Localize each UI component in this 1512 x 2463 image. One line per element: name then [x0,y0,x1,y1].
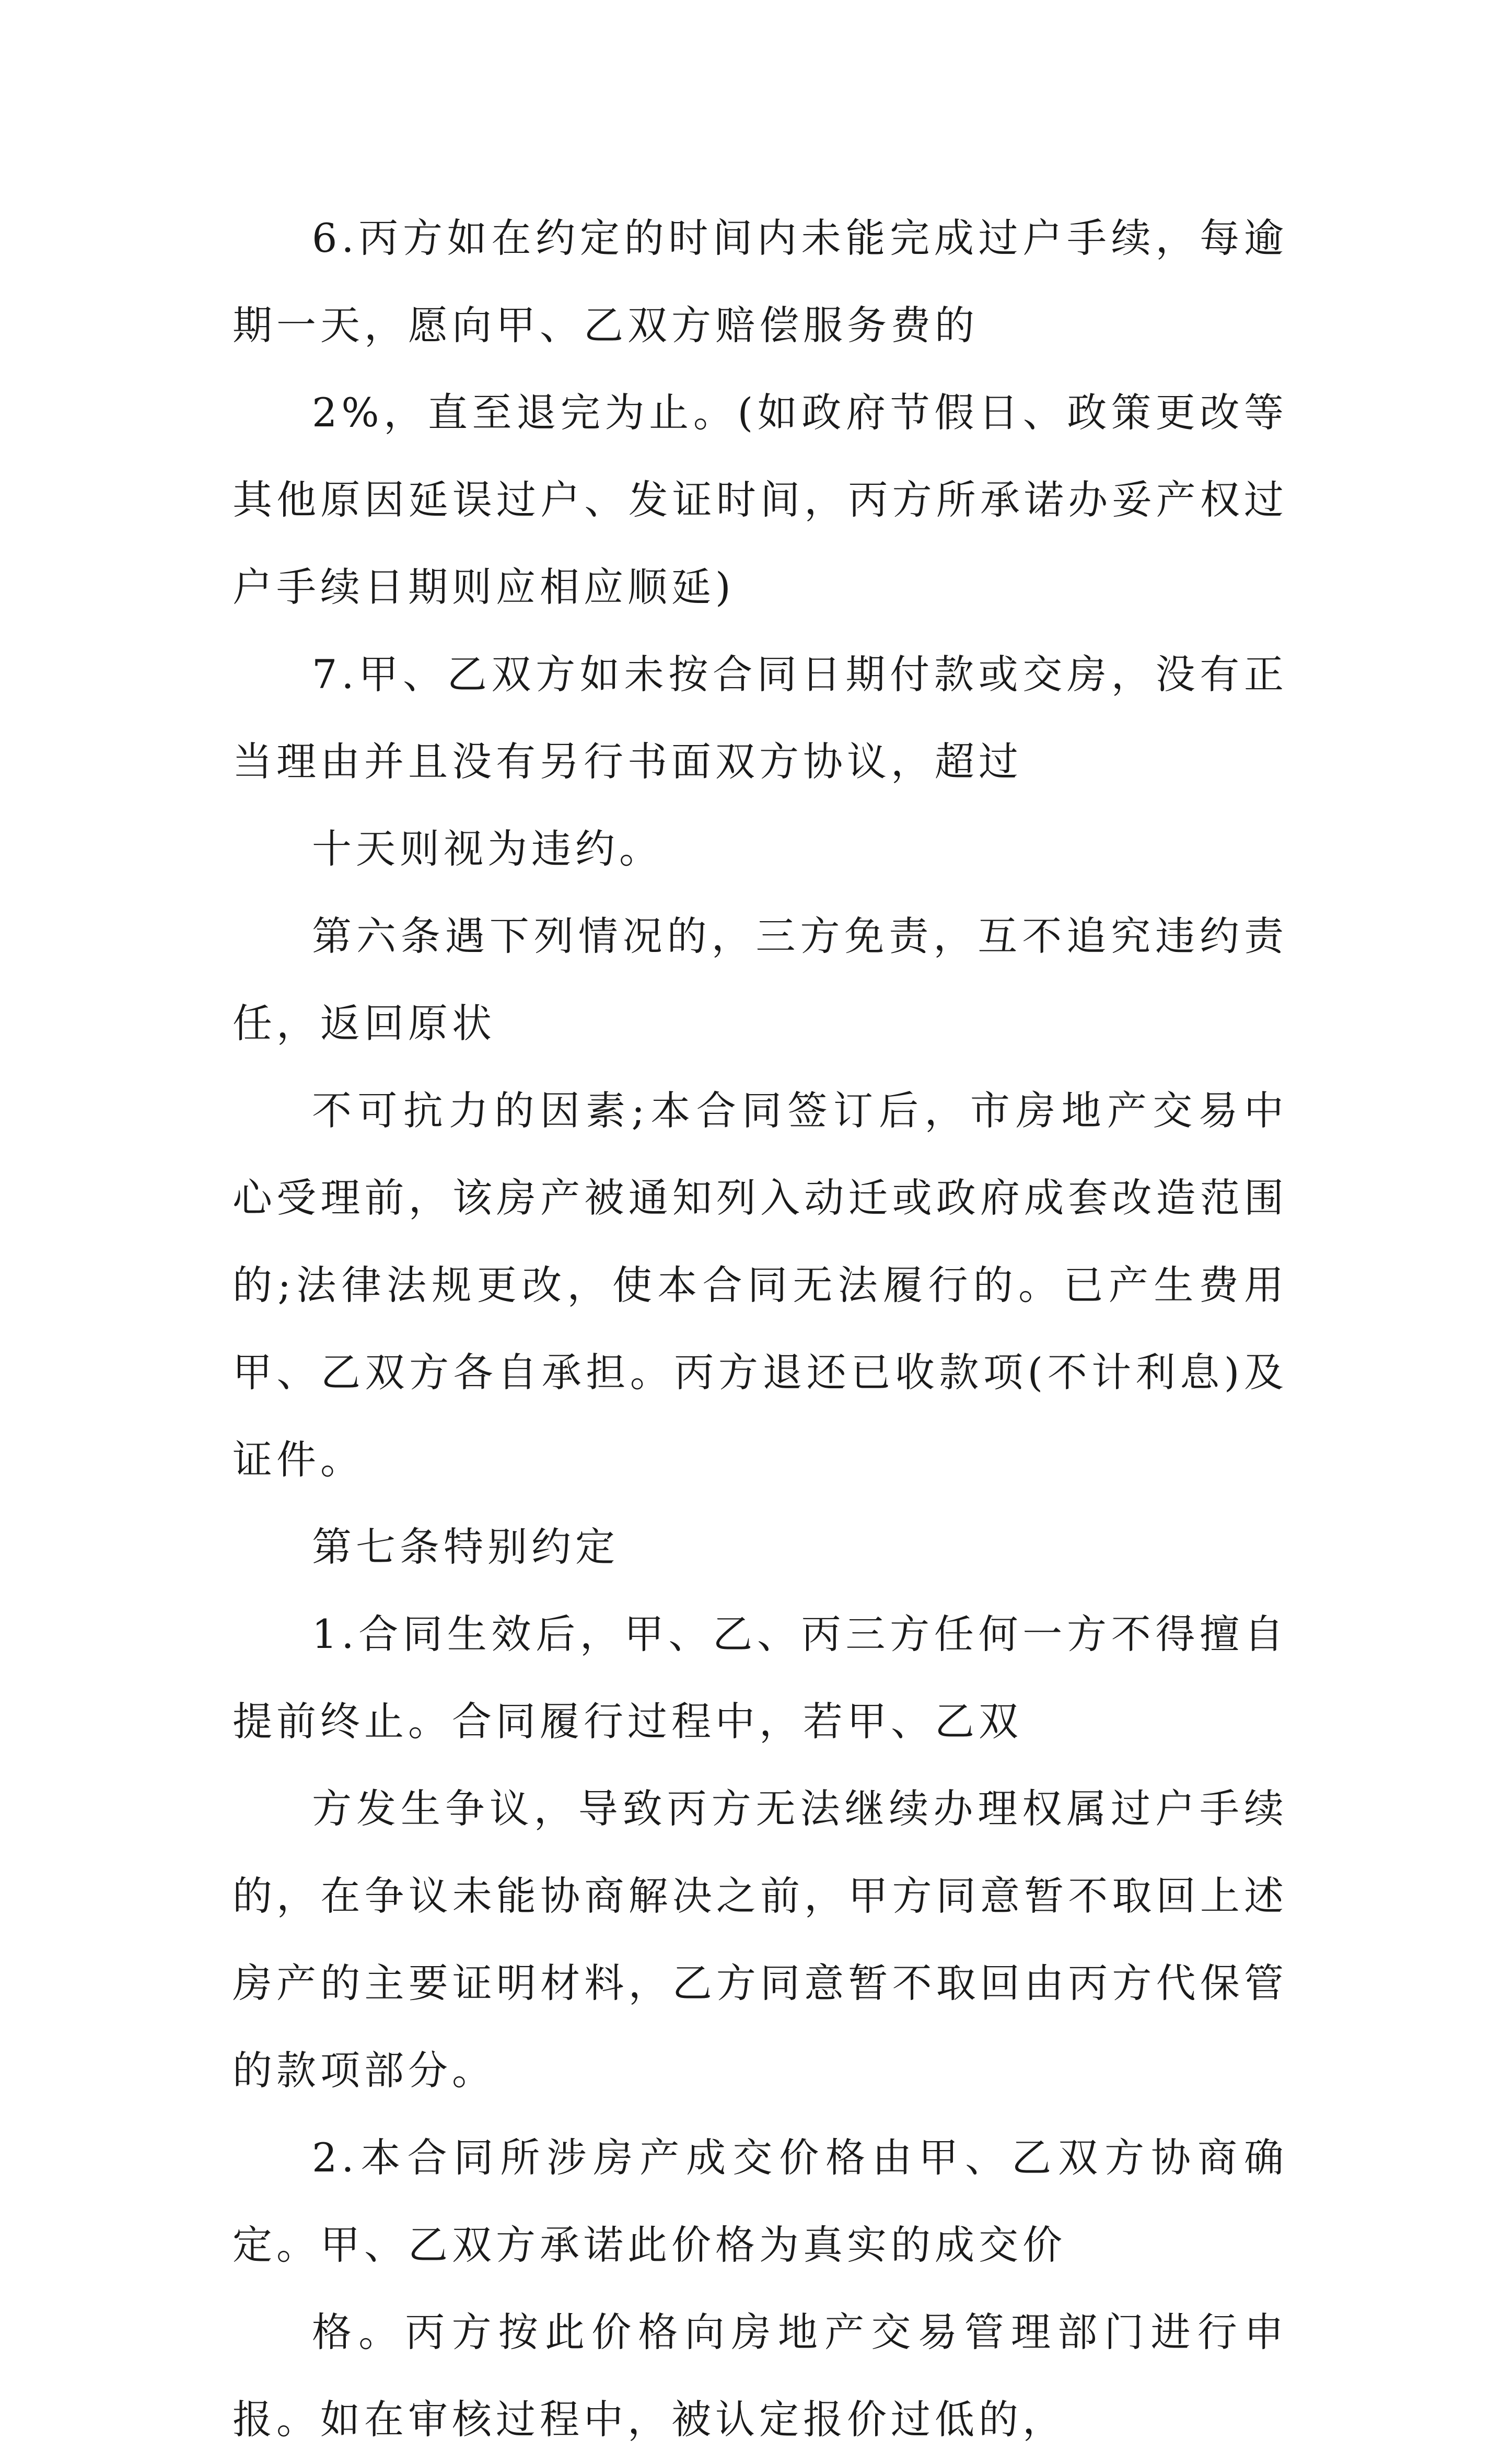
paragraph-article-6-heading: 第六条遇下列情况的，三方免责，互不追究违约责任，返回原状 [232,913,1288,1047]
paragraph-special-2: 2.本合同所涉房产成交价格由甲、乙双方协商确定。甲、乙双方承诺此价格为真实的成交价 [232,2134,1288,2268]
paragraph-clause-7-continued: 十天则视为违约。 [312,826,663,872]
paragraph-special-1: 1.合同生效后，甲、乙、丙三方任何一方不得擅自提前终止。合同履行过程中，若甲、乙双 [232,1611,1288,1745]
paragraph-special-1-continued: 方发生争议，导致丙方无法继续办理权属过户手续的，在争议未能协商解决之前，甲方同意暂不取回上述房产的主要证明材料，乙方同意暂不取回由丙方代保管的款项部分。 [232,1785,1288,2094]
paragraph-special-2-continued: 格。丙方按此价格向房地产交易管理部门进行申报。如在审核过程中，被认定报价过低的， [232,2309,1288,2443]
paragraph-clause-6-continued: 2%，直至退完为止。(如政府节假日、政策更改等其他原因延误过户、发证时间，丙方所承诺办妥产权过户手续日期则应相应顺延) [232,389,1288,610]
document-body [232,194,1288,2463]
paragraph-article-7-heading: 第七条特别约定 [312,1524,619,1570]
paragraph-force-majeure: 不可抗力的因素;本合同签订后，市房地产交易中心受理前，该房产被通知列入动迁或政府成套改造范围的;法律法规更改，使本合同无法履行的。已产生费用甲、乙双方各自承担。丙方退还已收款项(不计利息)及证件。 [232,1087,1288,1483]
paragraph-clause-7: 7.甲、乙双方如未按合同日期付款或交房，没有正当理由并且没有另行书面双方协议，超过 [232,651,1288,785]
paragraph-clause-6: 6.丙方如在约定的时间内未能完成过户手续，每逾期一天，愿向甲、乙双方赔偿服务费的 [232,215,1288,348]
